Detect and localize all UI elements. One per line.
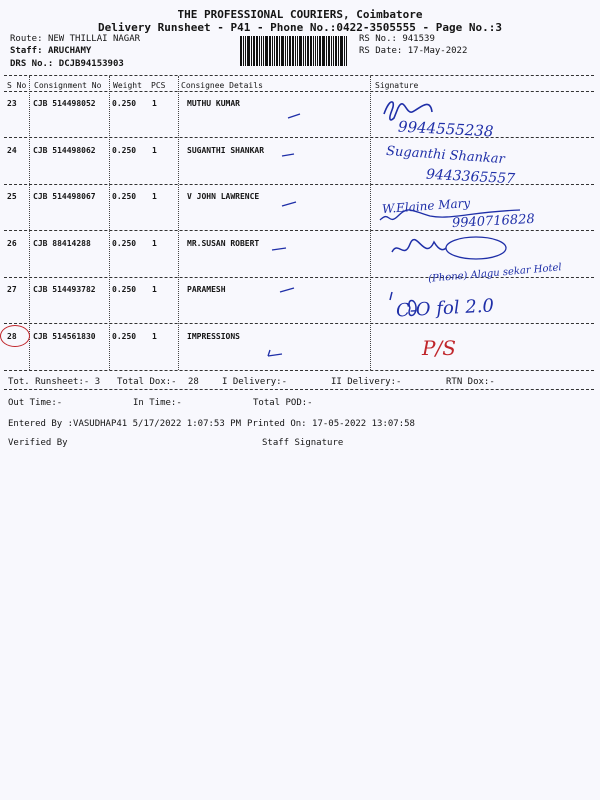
barcode-bar bbox=[297, 36, 298, 66]
col-divider bbox=[178, 76, 179, 370]
barcode-bar bbox=[305, 36, 306, 66]
route-label: Route: bbox=[10, 34, 43, 44]
barcode-bar bbox=[292, 36, 294, 66]
header-rule-bottom bbox=[4, 91, 594, 92]
barcode-bar bbox=[344, 36, 345, 66]
barcode-bar bbox=[289, 36, 291, 66]
barcode-bar bbox=[256, 36, 258, 66]
ii-delivery: II Delivery:- bbox=[331, 377, 402, 387]
col-divider bbox=[29, 76, 30, 370]
barcode-bar bbox=[310, 36, 312, 66]
row-pcs: 1 bbox=[152, 332, 157, 341]
rs-number: RS No.: 941539 bbox=[359, 34, 435, 44]
row-weight: 0.250 bbox=[112, 99, 137, 108]
col-divider bbox=[109, 76, 110, 370]
row-consignment-no: CJB 88414288 bbox=[33, 239, 91, 248]
drs-label: DRS No.: bbox=[10, 59, 54, 69]
row-consignment-no: CJB 514561830 bbox=[33, 332, 96, 341]
total-runsheet: Tot. Runsheet:- 3 bbox=[8, 377, 101, 387]
barcode-bar bbox=[307, 36, 309, 66]
col-header-sno: S No bbox=[7, 81, 27, 90]
barcode-bar bbox=[319, 36, 321, 66]
footer-rule bbox=[4, 389, 594, 390]
tick-mark bbox=[288, 114, 300, 118]
row-sno: 26 bbox=[7, 239, 17, 248]
signature-scribble-26 bbox=[392, 240, 446, 252]
row-consignment-no: CJB 514498062 bbox=[33, 146, 96, 155]
route-line bbox=[10, 34, 140, 44]
row-consignee: SUGANTHI SHANKAR bbox=[187, 146, 265, 155]
row-weight: 0.250 bbox=[112, 192, 137, 201]
barcode-bar bbox=[346, 36, 347, 66]
runsheet-subtitle: Delivery Runsheet - P41 - Phone No.:0422-3505555 - Page No.:3 bbox=[98, 21, 502, 34]
row-consignee: V JOHN LAWRENCE bbox=[187, 192, 260, 201]
total-dox-label: Total Dox:- bbox=[117, 377, 177, 387]
barcode-bar bbox=[253, 36, 255, 66]
handwritten-phone-25: 9940716828 bbox=[451, 211, 536, 232]
barcode-bar bbox=[335, 36, 337, 66]
handwritten-phone-23: 9944555238 bbox=[397, 117, 494, 141]
barcode-bar bbox=[263, 36, 264, 66]
company-title: THE PROFESSIONAL COURIERS, Coimbatore bbox=[177, 8, 423, 21]
i-delivery: I Delivery:- bbox=[222, 377, 288, 387]
barcode-bar bbox=[322, 36, 325, 66]
barcode-bar bbox=[340, 36, 343, 66]
row-pcs: 1 bbox=[152, 285, 157, 294]
row-pcs: 1 bbox=[152, 192, 157, 201]
barcode-bar bbox=[259, 36, 260, 66]
rtn-dox: RTN Dox:- bbox=[446, 377, 495, 387]
row-consignee: IMPRESSIONS bbox=[187, 332, 240, 341]
barcode bbox=[240, 36, 352, 66]
drs-value: DCJB94153903 bbox=[58, 59, 124, 69]
route-value: NEW THILLAI NAGAR bbox=[47, 34, 141, 44]
barcode-bar bbox=[303, 36, 304, 66]
barcode-bar bbox=[326, 36, 327, 66]
handwritten-note-27: (Phone) Alagu sekar Hotel bbox=[427, 262, 563, 285]
barcode-bar bbox=[281, 36, 284, 66]
drs-line bbox=[10, 59, 124, 69]
row-weight: 0.250 bbox=[112, 285, 137, 294]
barcode-bar bbox=[274, 36, 275, 66]
barcode-bar bbox=[315, 36, 316, 66]
row-consignee: PARAMESH bbox=[187, 285, 226, 294]
total-dox-value: 28 bbox=[188, 377, 199, 387]
row-consignment-no: CJB 514498067 bbox=[33, 192, 96, 201]
col-header-signature: Signature bbox=[375, 81, 419, 90]
row-pcs: 1 bbox=[152, 239, 157, 248]
col-header-weight: Weight bbox=[113, 81, 142, 90]
row-pcs: 1 bbox=[152, 99, 157, 108]
handwritten-name-25: W.Elaine Mary bbox=[381, 195, 471, 217]
tick-mark bbox=[272, 248, 286, 250]
col-header-consignee: Consignee Details bbox=[181, 81, 263, 90]
barcode-bar bbox=[245, 36, 246, 66]
printed-on: Printed On: 17-05-2022 13:07:58 bbox=[247, 419, 415, 429]
col-divider bbox=[370, 76, 371, 370]
barcode-bar bbox=[338, 36, 339, 66]
barcode-bar bbox=[247, 36, 250, 66]
signature-oval-26 bbox=[446, 237, 506, 259]
barcode-bar bbox=[295, 36, 296, 66]
barcode-bar bbox=[328, 36, 330, 66]
barcode-bar bbox=[333, 36, 334, 66]
staff-line bbox=[10, 46, 91, 56]
in-time: In Time:- bbox=[133, 398, 182, 408]
row-weight: 0.250 bbox=[112, 239, 137, 248]
row-sno: 28 bbox=[7, 332, 17, 341]
tick-mark bbox=[280, 288, 294, 292]
barcode-bar bbox=[251, 36, 252, 66]
staff-label: Staff: bbox=[10, 46, 43, 56]
staff-signature: Staff Signature bbox=[262, 438, 344, 448]
barcode-bar bbox=[317, 36, 318, 66]
rs-date: RS Date: 17-May-2022 bbox=[359, 46, 468, 56]
row-weight: 0.250 bbox=[112, 146, 137, 155]
tick-marks bbox=[260, 92, 310, 370]
barcode-bar bbox=[331, 36, 332, 66]
row-consignee: MUTHU KUMAR bbox=[187, 99, 240, 108]
row-consignee: MR.SUSAN ROBERT bbox=[187, 239, 260, 248]
barcode-bar bbox=[285, 36, 286, 66]
handwritten-phone-24: 9443365557 bbox=[425, 166, 516, 188]
entered-by: Entered By :VASUDHAP41 5/17/2022 1:07:53 PM bbox=[8, 419, 241, 429]
row-pcs: 1 bbox=[152, 146, 157, 155]
col-header-consignment: Consignment No bbox=[34, 81, 102, 90]
row-sno: 23 bbox=[7, 99, 17, 108]
barcode-bar bbox=[299, 36, 302, 66]
barcode-bar bbox=[313, 36, 314, 66]
barcode-bar bbox=[287, 36, 288, 66]
row-separator bbox=[4, 323, 594, 324]
row-consignment-no: CJB 514498052 bbox=[33, 99, 96, 108]
staff-value: ARUCHAMY bbox=[47, 46, 92, 56]
table-rule-bottom bbox=[4, 370, 594, 371]
row-separator bbox=[4, 230, 594, 231]
verified-by: Verified By bbox=[8, 438, 68, 448]
row-sno: 25 bbox=[7, 192, 17, 201]
out-time: Out Time:- bbox=[8, 398, 63, 408]
barcode-bar bbox=[265, 36, 268, 66]
tick-mark bbox=[282, 154, 294, 156]
barcode-bar bbox=[276, 36, 278, 66]
total-pod: Total POD:- bbox=[253, 398, 313, 408]
barcode-bar bbox=[240, 36, 242, 66]
handwritten-name-24: Suganthi Shankar bbox=[385, 143, 506, 168]
barcode-bar bbox=[272, 36, 273, 66]
row-weight: 0.250 bbox=[112, 332, 137, 341]
barcode-bar bbox=[243, 36, 244, 66]
tick-mark bbox=[282, 202, 296, 206]
row-separator bbox=[4, 137, 594, 138]
col-header-pcs: PCS bbox=[151, 81, 166, 90]
barcode-bar bbox=[269, 36, 271, 66]
row-sno: 24 bbox=[7, 146, 17, 155]
handwritten-code-27: C-O fol 2.0 bbox=[395, 295, 495, 322]
barcode-bar bbox=[261, 36, 262, 66]
row-consignment-no: CJB 514493782 bbox=[33, 285, 96, 294]
barcode-bar bbox=[279, 36, 280, 66]
row-sno: 27 bbox=[7, 285, 17, 294]
tick-mark bbox=[268, 350, 282, 356]
handwritten-ps-28: P/S bbox=[422, 336, 456, 360]
header-rule-top bbox=[4, 75, 594, 76]
